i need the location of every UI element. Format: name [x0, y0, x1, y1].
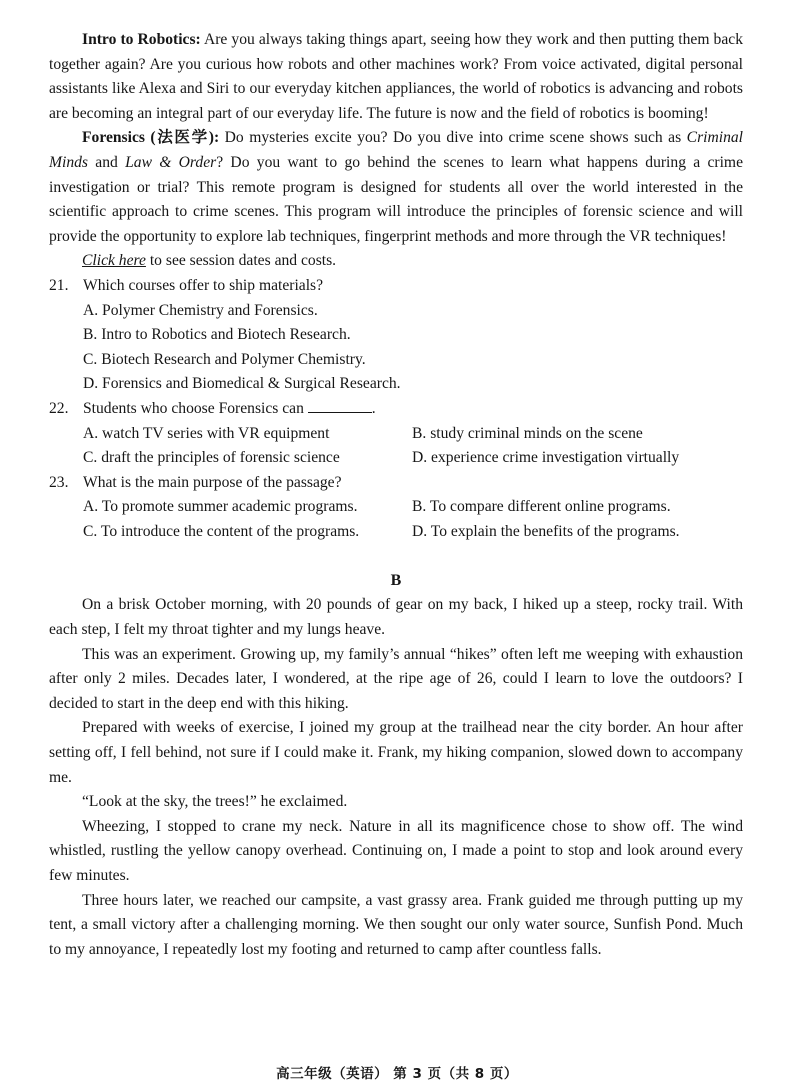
question-number: 23.	[49, 473, 69, 491]
options-row-22-ab	[49, 422, 743, 447]
option-23-d: D. To explain the benefits of the programs.	[412, 522, 680, 540]
answer-blank	[308, 398, 372, 413]
page-content	[49, 28, 743, 962]
section-b-paragraph-2: This was an experiment. Growing up, my family’s annual “hikes” often left me weeping with exhaustion after only 2 miles. Decades later, I wondered, at the ripe age of 26, could I learn to love the outdoors? I decided to start in the deep end with this hiking.	[49, 645, 743, 712]
forensics-paragraph	[49, 126, 743, 249]
option-22-a: A. watch TV series with VR equipment	[83, 424, 330, 442]
forensics-text-2: and	[95, 153, 118, 171]
click-here-line	[49, 249, 743, 274]
show-title-2: Law & Order	[125, 153, 217, 171]
option-21-d: D. Forensics and Biomedical & Surgical Research.	[83, 375, 401, 393]
question-number: 21.	[49, 276, 69, 294]
question-stem: Which courses offer to ship materials?	[83, 276, 324, 294]
question-23	[49, 471, 743, 496]
options-row-23-cd	[49, 520, 743, 545]
forensics-title: Forensics (法医学):	[82, 129, 220, 147]
forensics-text-3: ? Do you want to go behind the scenes to learn what happens during a crime investigation or trial? This remote program is designed for students all over the world interested in the scientific approach to crime scenes. This program will introduce the principles of forensic science and will provide the opportunity to explore lab techniques, fingerprint methods and more through the VR techniques!	[49, 153, 743, 245]
robotics-paragraph	[49, 28, 743, 126]
section-b-paragraph-6: Three hours later, we reached our campsite, a vast grassy area. Frank guided me through putting up my tent, a small victory after a challenging morning. We then sought our only water source, Sunfish Pond. Much to my annoyance, I repeatedly lost my footing and returned to camp after countless falls.	[49, 891, 743, 958]
section-b-paragraph-5: Wheezing, I stopped to crane my neck. Nature in all its magnificence chose to show off. The wind whistled, rustling the yellow canopy overhead. Continuing on, I made a point to stop and look around every few minutes.	[49, 817, 743, 884]
option-22-b: B. study criminal minds on the scene	[412, 424, 643, 442]
show-title-1: Criminal Minds	[49, 129, 743, 171]
question-stem: What is the main purpose of the passage?	[83, 473, 342, 491]
option-22-c: C. draft the principles of forensic science	[83, 449, 340, 467]
option-21-a: A. Polymer Chemistry and Forensics.	[83, 301, 318, 319]
question-21	[49, 274, 743, 299]
section-b-paragraph-1: On a brisk October morning, with 20 pounds of gear on my back, I hiked up a steep, rocky trail. With each step, I felt my throat tighter and my lungs heave.	[49, 596, 743, 639]
question-stem-end: .	[371, 399, 376, 417]
page-footer: 高三年级（英语） 第 3 页（共 8 页）	[276, 1066, 518, 1082]
option-21-c: C. Biotech Research and Polymer Chemistry.	[83, 350, 366, 368]
question-number: 22.	[49, 399, 69, 417]
robotics-text: Are you always taking things apart, seeing how they work and then putting them back together again? Are you curious how robots and other machines work? From voice activated, digital personal assistants like Alexa and Siri to our everyday kitchen appliances, the world of robotics is advancing and robots are becoming an integral part of our everyday life. The future is now and the field of robotics is booming!	[49, 31, 743, 122]
option-21-b: B. Intro to Robotics and Biotech Research.	[83, 326, 351, 344]
section-b-heading: B	[390, 572, 402, 590]
options-row-23-ab	[49, 495, 743, 520]
robotics-title: Intro to Robotics:	[82, 31, 201, 48]
options-row-22-cd	[49, 446, 743, 471]
forensics-text-1: Do mysteries excite you? Do you dive into crime scene shows such as	[224, 129, 682, 147]
click-here-link[interactable]: Click here	[82, 252, 146, 270]
option-22-d: D. experience crime investigation virtually	[412, 449, 680, 467]
section-b-paragraph-3: Prepared with weeks of exercise, I joined my group at the trailhead near the city border. An hour after setting off, I fell behind, not sure if I could make it. Frank, my hiking companion, slowed down to accompany me.	[49, 719, 743, 786]
option-23-c: C. To introduce the content of the programs.	[83, 522, 360, 540]
section-b-paragraph-4: “Look at the sky, the trees!” he exclaimed.	[82, 793, 348, 811]
option-23-a: A. To promote summer academic programs.	[83, 498, 358, 516]
question-22	[49, 397, 743, 422]
option-23-b: B. To compare different online programs.	[412, 498, 671, 516]
question-stem: Students who choose Forensics can	[83, 399, 304, 417]
click-here-text: to see session dates and costs.	[149, 252, 337, 270]
